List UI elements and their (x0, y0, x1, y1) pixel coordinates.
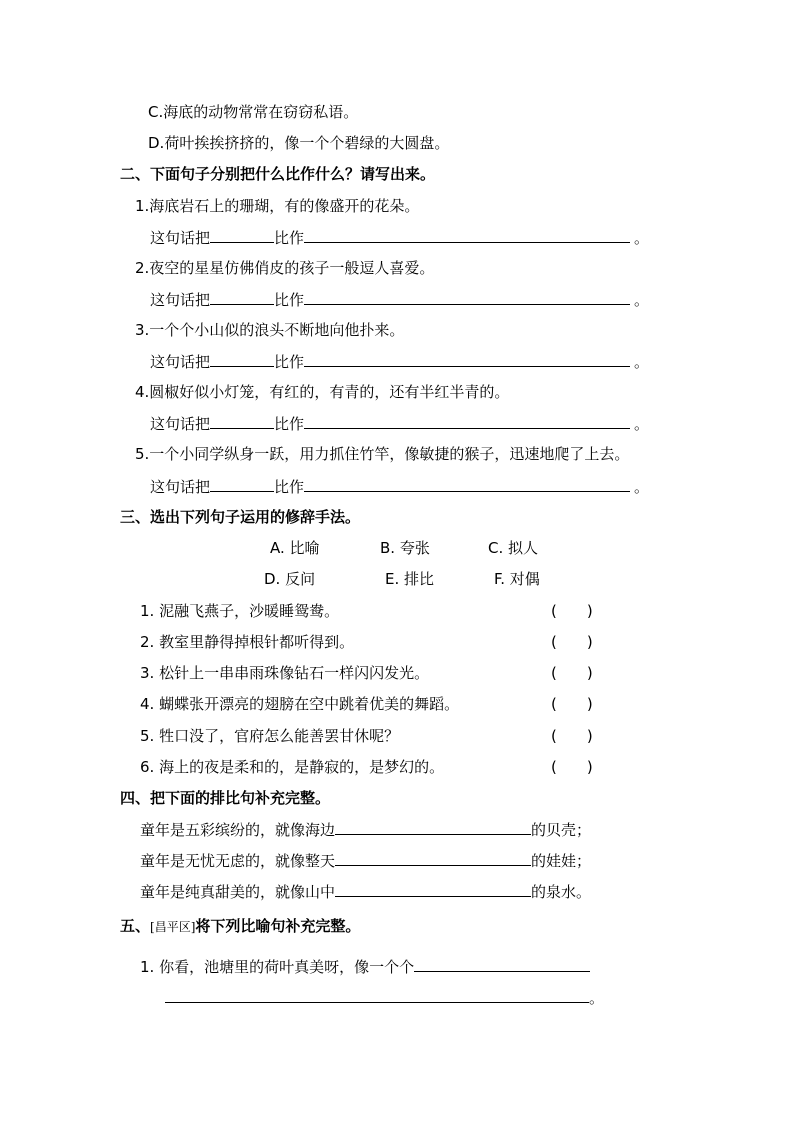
section2-item-2: 2.夜空的星星仿佛俏皮的孩子一般逗人喜爱。 (135, 259, 435, 277)
sentence-start: 童年是无忧无虑的，就像整天 (140, 852, 336, 870)
answer-blank-b[interactable] (304, 413, 630, 429)
option-f-antithesis: F. 对偶 (494, 570, 540, 588)
section3-item-1: 1. 泥融飞燕子，沙暖睡鸳鸯。 (140, 602, 340, 620)
section2-answer-2 (150, 289, 649, 310)
section2-answer-1 (150, 227, 649, 248)
answer-paren-2[interactable]: ( ) (551, 633, 593, 651)
section3-item-4: 4. 蝴蝶张开漂亮的翅膀在空中跳着优美的舞蹈。 (140, 695, 460, 713)
sentence-end: 的贝壳； (531, 821, 592, 839)
option-c: C.海底的动物常常在窃窃私语。 (148, 103, 359, 121)
answer-blank-b[interactable] (304, 351, 630, 367)
section3-item-3: 3. 松针上一串串雨珠像钻石一样闪闪发光。 (140, 664, 430, 682)
answer-middle: 比作 (274, 229, 305, 247)
sentence-end: 的泉水。 (531, 883, 592, 901)
answer-paren-5[interactable]: ( ) (551, 727, 593, 745)
sentence-start: 童年是纯真甜美的，就像山中 (140, 883, 336, 901)
answer-end: 。 (634, 353, 650, 371)
answer-prefix: 这句话把 (150, 291, 211, 309)
section3-heading: 三、选出下列句子运用的修辞手法。 (120, 508, 361, 526)
answer-middle: 比作 (274, 291, 305, 309)
section4-item-2 (140, 850, 591, 871)
section5-item-1 (140, 956, 590, 977)
answer-middle: 比作 (274, 415, 305, 433)
option-b-exaggeration: B. 夸张 (380, 539, 430, 557)
fill-blank[interactable] (335, 881, 531, 897)
section5-item-1-cont (165, 987, 604, 1008)
section2-answer-5 (150, 476, 649, 497)
sentence-start: 童年是五彩缤纷的，就像海边 (140, 821, 336, 839)
answer-end: 。 (634, 229, 650, 247)
answer-end: 。 (634, 478, 650, 496)
fill-blank[interactable] (335, 850, 531, 866)
answer-prefix: 这句话把 (150, 353, 211, 371)
section5-heading (120, 916, 360, 937)
sentence-end: 的娃娃； (531, 852, 592, 870)
section2-item-4: 4.圆椒好似小灯笼，有红的，有青的，还有半红半青的。 (135, 383, 510, 401)
answer-paren-1[interactable]: ( ) (551, 602, 593, 620)
section2-item-3: 3.一个个小山似的浪头不断地向他扑来。 (135, 321, 405, 339)
answer-blank-a[interactable] (210, 289, 274, 305)
answer-paren-6[interactable]: ( ) (551, 758, 593, 776)
section3-item-6: 6. 海上的夜是柔和的，是静寂的，是梦幻的。 (140, 758, 445, 776)
section3-item-5: 5. 牲口没了，官府怎么能善罢甘休呢？ (140, 727, 400, 745)
option-e-parallelism: E. 排比 (385, 570, 435, 588)
section2-item-1: 1.海底岩石上的珊瑚，有的像盛开的花朵。 (135, 197, 420, 215)
answer-middle: 比作 (274, 353, 305, 371)
answer-end: 。 (634, 415, 650, 433)
answer-prefix: 这句话把 (150, 415, 211, 433)
section2-heading: 二、下面句子分别把什么比作什么？请写出来。 (120, 165, 436, 183)
answer-middle: 比作 (274, 478, 305, 496)
option-d-rhetorical: D. 反问 (264, 570, 316, 588)
section3-item-2: 2. 教室里静得掉根针都听得到。 (140, 633, 355, 651)
option-d: D.荷叶挨挨挤挤的，像一个个碧绿的大圆盘。 (148, 134, 450, 152)
section2-answer-4 (150, 413, 649, 434)
answer-blank-a[interactable] (210, 227, 274, 243)
fill-blank[interactable] (414, 956, 590, 972)
section5-number: 五、 (120, 917, 151, 935)
section4-item-3 (140, 881, 591, 902)
answer-prefix: 这句话把 (150, 478, 211, 496)
answer-blank-a[interactable] (210, 476, 274, 492)
section2-item-5: 5.一个小同学纵身一跃，用力抓住竹竿，像敏捷的猴子，迅速地爬了上去。 (135, 445, 630, 463)
answer-blank-a[interactable] (210, 413, 274, 429)
simile-end: 。 (589, 989, 605, 1007)
answer-blank-a[interactable] (210, 351, 274, 367)
answer-end: 。 (634, 291, 650, 309)
answer-paren-4[interactable]: ( ) (551, 695, 593, 713)
answer-blank-b[interactable] (304, 289, 630, 305)
option-a-simile: A. 比喻 (270, 539, 320, 557)
fill-blank[interactable] (335, 819, 531, 835)
answer-blank-b[interactable] (304, 476, 630, 492)
section4-item-1 (140, 819, 591, 840)
fill-blank-long[interactable] (165, 987, 589, 1003)
simile-start: 1. 你看，池塘里的荷叶真美呀，像一个个 (140, 958, 415, 976)
section5-title: 将下列比喻句补充完整。 (195, 917, 361, 935)
option-c-personification: C. 拟人 (488, 539, 539, 557)
section2-answer-3 (150, 351, 649, 372)
answer-blank-b[interactable] (304, 227, 630, 243)
answer-prefix: 这句话把 (150, 229, 211, 247)
district-tag: [昌平区] (150, 920, 196, 934)
section4-heading: 四、把下面的排比句补充完整。 (120, 789, 331, 807)
answer-paren-3[interactable]: ( ) (551, 664, 593, 682)
